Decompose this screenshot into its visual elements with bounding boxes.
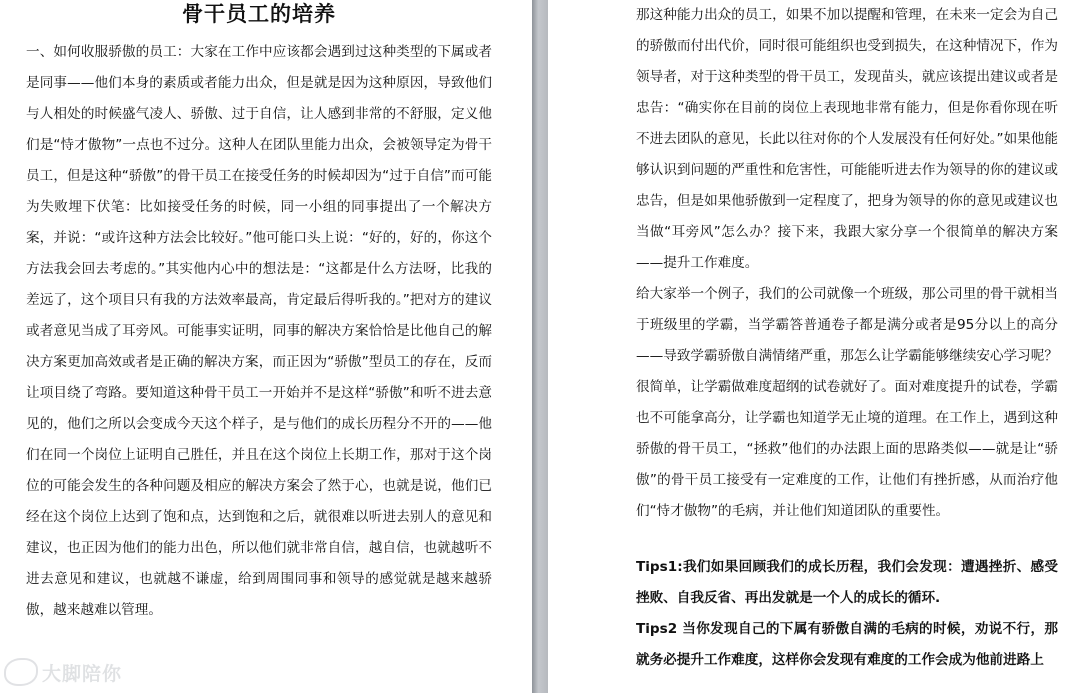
tip-paragraph: Tips2 当你发现自己的下属有骄傲自满的毛病的时候，劝说不行，那就务必提升工作难度，这样你会发现有难度的工作会成为他前进路上 <box>636 621 1058 668</box>
page-gap <box>532 0 548 693</box>
body-paragraph: 那这种能力出众的员工，如果不加以提醒和管理，在未来一定会为自己的骄傲而付出代价，同时很可能组织也受到损失，在这种情况下，作为领导者，对于这种类型的骨干员工，发现苗头，就应该提出建议或者是忠告：“确实你在目前的岗位上表现地非常有能力，但是你看你现在听不进去团队的意见，长此以往对你的个人发展没有任何好处。”如果他能够认识到问题的严重性和危害性，可能能听进去作为领导的你的建议或忠告，但是如果他骄傲到一定程度了，把身为领导的你的意见或建议也当做“耳旁风”怎么办？接下来，我跟大家分享一个很简单的解决方案——提升工作难度。 <box>636 7 1058 271</box>
body-paragraph: 一、如何收服骄傲的员工：大家在工作中应该都会遇到过这种类型的下属或者是同事——他们本身的素质或者能力出众，但是就是因为这种原因，导致他们与人相处的时候盛气凌人、骄傲、过于自信，让人感到非常的不舒服，定义他们是“恃才傲物”一点也不过分。这种人在团队里能力出众，会被领导定为骨干员工，但是这种“骄傲”的骨干员工在接受任务的时候却因为“过于自信”而可能为失败埋下伏笔：比如接受任务的时候，同一小组的同事提出了一个解决方案，并说：“或许这种方法会比较好。”他可能口头上说：“好的，好的，你这个方法我会回去考虑的。”其实他内心中的想法是：“这都是什么方法呀，比我的差远了，这个项目只有我的方法效率最高，肯定最后得听我的。”把对方的建议或者意见当成了耳旁风。可能事实证明，同事的解决方案恰恰是比他自己的解决方案更加高效或者是正确的解决方案，而正因为“骄傲”型员工的存在，反而让项目绕了弯路。要知道这种骨干员工一开始并不是这样“骄傲”和听不进去意见的，他们之所以会变成今天这个样子，是与他们的成长历程分不开的——他们在同一个岗位上证明自己胜任，并且在这个岗位上长期工作，那对于这个岗位的可能会发生的各种问题及相应的解决方案会了然于心，也就是说，他们已经在这个岗位上达到了饱和点，达到饱和之后，就很难以听进去别人的意见和建议，也正因为他们的能力出色，所以他们就非常自信，越自信，也就越听不进去意见和建议，也就越不谦虚，给到周围同事和领导的感觉就是越来越骄傲，越来越难以管理。 <box>26 44 492 618</box>
document-title: 骨干员工的培养 <box>182 1 336 26</box>
body-paragraph: 给大家举一个例子，我们的公司就像一个班级，那公司里的骨干就相当于班级里的学霸，当学霸答普通卷子都是满分或者是95分以上的高分——导致学霸骄傲自满情绪严重，那怎么让学霸能够继续安心学习呢？很简单，让学霸做难度超纲的试卷就好了。面对难度提升的试卷，学霸也不可能拿高分，让学霸也知道学无止境的道理。在工作上，遇到这种骄傲的骨干员工，“拯救”他们的办法跟上面的思路类似——就是让“骄傲”的骨干员工接受有一定难度的工作，让他们有挫折感，从而治疗他们“恃才傲物”的毛病，并让他们知道团队的重要性。 <box>636 286 1058 519</box>
watermark-text: 大脚陪你 <box>42 662 123 685</box>
document-page-left <box>0 0 532 693</box>
tip-paragraph: Tips1:我们如果回顾我们的成长历程，我们会发现：遭遇挫折、感受挫败、自我反省、再出发就是一个人的成长的循环. <box>636 559 1058 606</box>
document-page-right <box>548 0 1080 693</box>
blank-line <box>636 527 1058 552</box>
